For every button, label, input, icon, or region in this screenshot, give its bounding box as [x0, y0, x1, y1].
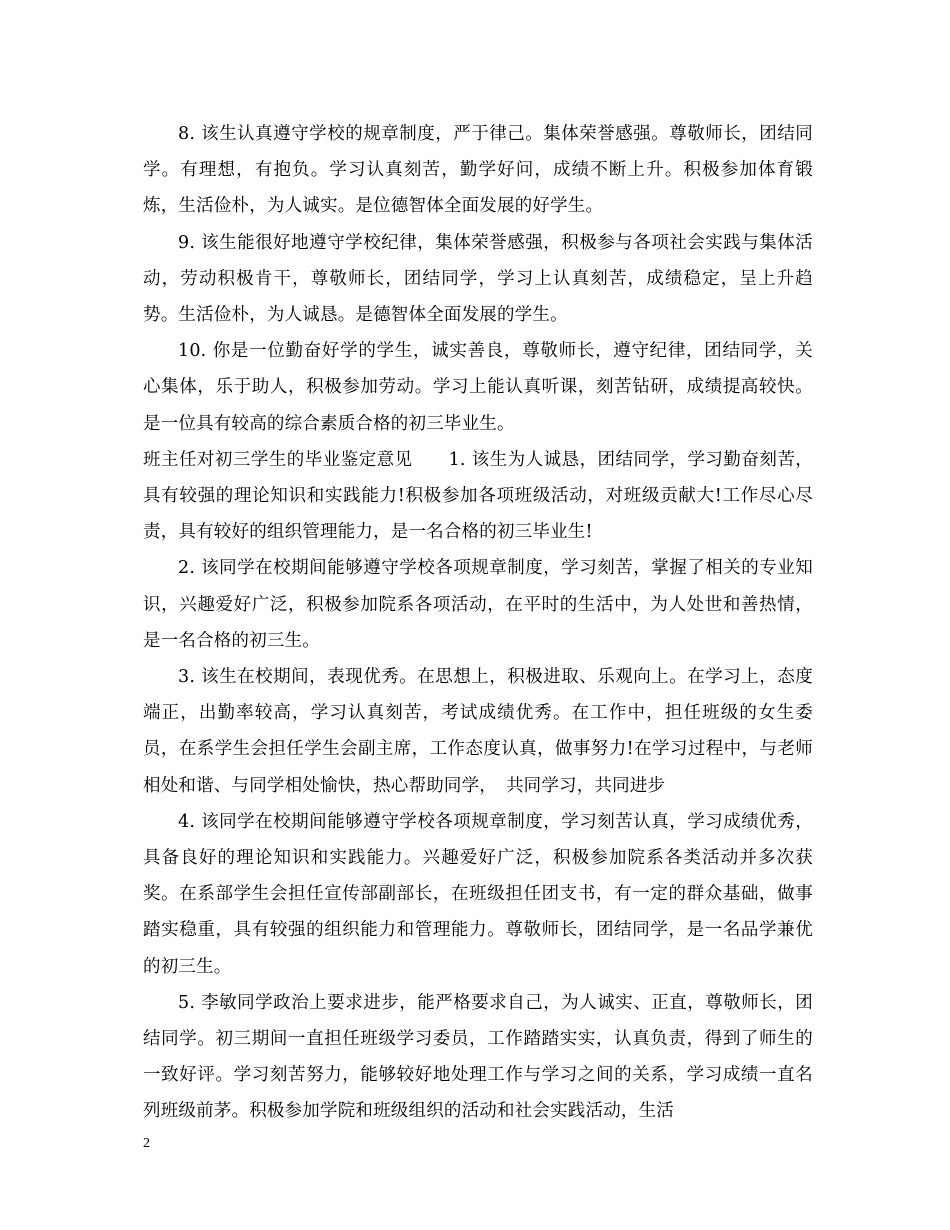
paragraph-4: 4. 该同学在校期间能够遵守学校各项规章制度，学习刻苦认真，学习成绩优秀，具备良好的理论知识和实践能力。兴趣爱好广泛，积极参加院系各类活动并多次获奖。在系部学生会担任宣传部副部长，在班级担任团支书，有一定的群众基础，做事踏实稳重，具有较强的组织能力和管理能力。尊敬师长，团结同学，是一名品学兼优的初三生。 [143, 811, 813, 977]
paragraph-9: 9. 该生能很好地遵守学校纪律，集体荣誉感强，积极参与各项社会实践与集体活动，劳动积极肯干，尊敬师长，团结同学，学习上认真刻苦，成绩稳定，呈上升趋势。生活俭朴，为人诚恳。是德智体全面发展的学生。 [143, 232, 813, 326]
document-body [143, 116, 813, 1130]
paragraph-10: 10. 你是一位勤奋好学的学生，诚实善良，尊敬师长，遵守纪律，团结同学，关心集体，乐于助人，积极参加劳动。学习上能认真听课，刻苦钻研，成绩提高较快。是一位具有较高的综合素质合格的初三毕业生。 [143, 341, 813, 434]
paragraph-2: 2. 该同学在校期间能够遵守学校各项规章制度，学习刻苦，掌握了相关的专业知识，兴趣爱好广泛，积极参加院系各项活动，在平时的生活中，为人处世和善热情，是一名合格的初三生。 [143, 558, 813, 651]
page-number: 2 [143, 1136, 150, 1151]
section-heading-paragraph-1: 班主任对初三学生的毕业鉴定意见 1. 该生为人诚恳，团结同学，学习勤奋刻苦，具有较强的理论知识和实践能力!积极参加各项班级活动，对班级贡献大!工作尽心尽责，具有较好的组织管理能力，是一名合格的初三毕业生! [143, 449, 813, 543]
paragraph-8: 8. 该生认真遵守学校的规章制度，严于律己。集体荣誉感强。尊敬师长，团结同学。有理想，有抱负。学习认真刻苦，勤学好问，成绩不断上升。积极参加体育锻炼，生活俭朴，为人诚实。是位德智体全面发展的好学生。 [143, 124, 813, 217]
paragraph-5: 5. 李敏同学政治上要求进步，能严格要求自己，为人诚实、正直，尊敬师长，团结同学。初三期间一直担任班级学习委员，工作踏踏实实，认真负责，得到了师生的一致好评。学习刻苦努力，能够较好地处理工作与学习之间的关系，学习成绩一直名列班级前茅。积极参加学院和班级组织的活动和社会实践活动，生活 [143, 992, 813, 1122]
paragraph-3: 3. 该生在校期间，表现优秀。在思想上，积极进取、乐观向上。在学习上，态度端正，出勤率较高，学习认真刻苦，考试成绩优秀。在工作中，担任班级的女生委员，在系学生会担任学生会副主席，工作态度认真，做事努力!在学习过程中，与老师相处和谐、与同学相处愉快，热心帮助同学， 共同学习，共同进步 [143, 667, 813, 796]
